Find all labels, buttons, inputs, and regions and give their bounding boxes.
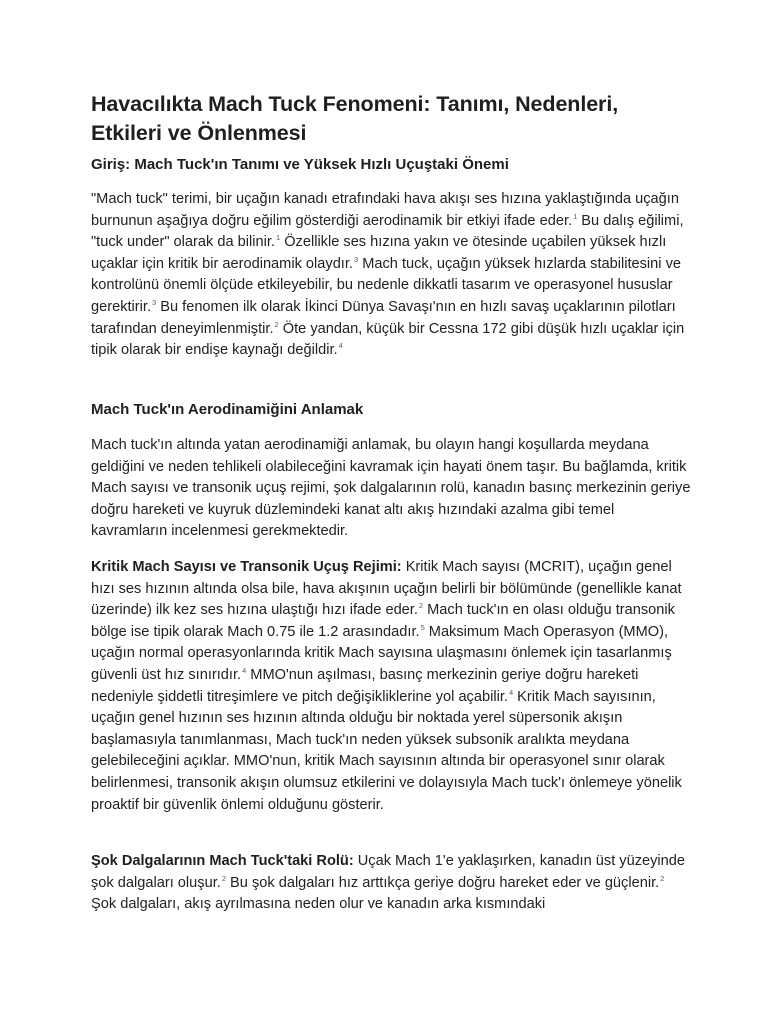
document-content [91,90,691,913]
text-run: Öte yandan, küçük bir Cessna 172 gibi düşük hızlı uçaklar için tipik olarak bir endişe kaynağı değildir. [91,320,685,359]
footnote-ref: 3 [353,254,359,264]
section-heading-intro: Giriş: Mach Tuck'ın Tanımı ve Yüksek Hızlı Uçuştaki Önemi [91,156,509,173]
paragraph-intro [91,189,691,362]
footnote-ref: 1 [573,211,578,221]
footnote-ref: 2 [274,319,279,329]
text-run: Uçak Mach 1'e yaklaşırken, kanadın üst yüzeyinde şok dalgaları oluşur. [91,853,686,891]
text-run: MMO'nun aşılması, basınç merkezinin geriye doğru hareketi nedeniyle şiddetli titreşimlere ve pitch değişikliklerine yol açabilir. [91,666,639,705]
text-run: Bu fenomen ilk olarak İkinci Dünya Savaşı'nın en hızlı savaş uçaklarının pilotları tarafından deneyimlenmiştir. [91,298,676,337]
text-run: Kritik Mach sayısı (MCRIT), uçağın genel hızı ses hızının altında olsa bile, hava akışının uçağın belirli bir bölümünde (genellikle kanat üzerinde) ilk kez ses hızına ulaştığı hızı ifade eder. [91,559,682,619]
paragraph-aerodynamics [91,435,691,543]
paragraph-shock-waves [91,851,691,916]
footnote-ref: 5 [420,622,425,632]
footnote-ref: 2 [221,873,226,883]
paragraph-critical-mach [91,557,691,816]
footnote-ref: 4 [242,666,247,676]
text-run: Bu şok dalgaları hız arttıkça geriye doğru hareket eder ve güçlenir. [225,874,660,891]
text-run: Bu dalış eğilimi, "tuck under" olarak da bilinir. [91,212,684,251]
page-title: Havacılıkta Mach Tuck Fenomeni: Tanımı, Nedenleri, Etkileri ve Önlenmesi [91,92,619,145]
footnote-ref: 2 [418,601,424,611]
paragraph-lead: Kritik Mach Sayısı ve Transonik Uçuş Rejimi: [91,559,402,575]
text-run: Mach tuck, uçağın yüksek hızlarda stabilitesini ve kontrolünü önemli ölçüde etkileyebilir, bu nedenle dikkatli tasarım ve operasyonel hususlar gerektirir. [91,255,681,315]
text-run: Kritik Mach sayısının, uçağın genel hızının ses hızının altında olduğu bir noktada yerel süpersonik akışın başlamasıyla tanımlanması, Mach tuck'ın neden yüksek subsonik aralıkta meydana gelebileceğini açıklar. MMO'nun, kritik Mach sayısının altında bir operasyonel sınır olarak belirlenmesi, transonik akışın olumsuz etkilerini ve dolayısıyla Mach tuck'ı önlemeye yönelik proaktif bir güvenlik önlemi olduğunu gösterir. [91,688,682,813]
text-run: Mach tuck'ın altında yatan aerodinamiği anlamak, bu olayın hangi koşullarda meydana geldiğini ve neden tehlikeli olabileceğini kavramak için hayati önem taşır. Bu bağlamda, kritik Mach sayısı ve transonik uçuş rejimi, şok dalgalarının rolü, kanadın basınç merkezinin geriye doğru hareketi ve kuyruk düzlemindeki kanat altı akış hızındaki azalma gibi temel kavramların incelenmesi gerekmektedir. [91,437,691,540]
text-run: Maksimum Mach Operasyon (MMO), uçağın normal operasyonlarında kritik Mach sayısına ulaşmasını önlemek için tasarlanmış güvenli üst hız sınırıdır. [91,623,672,683]
footnote-ref: 3 [152,298,157,308]
footnote-ref: 4 [338,341,343,351]
paragraph-lead: Şok Dalgalarının Mach Tuck'taki Rolü: [91,853,354,869]
text-run: Şok dalgaları, akış ayrılmasına neden olur ve kanadın arka kısmındaki [91,896,546,913]
section-heading-aerodynamics: Mach Tuck'ın Aerodinamiğini Anlamak [91,401,364,418]
text-run: "Mach tuck" terimi, bir uçağın kanadı etrafındaki hava akışı ses hızına yaklaştığında uçağın burnunun aşağıya doğru eğilim gösterdiği aerodinamik bir etkiyi ifade eder. [91,191,679,229]
text-run: Mach tuck'ın en olası olduğu transonik bölge ise tipik olarak Mach 0.75 ile 1.2 arasındadır. [91,602,675,640]
footnote-ref: 4 [508,687,514,697]
text-run: Özellikle ses hızına yakın ve ötesinde uçabilen yüksek hızlı uçaklar için kritik bir aerodinamik olaydır. [91,234,667,272]
footnote-ref: 2 [660,873,665,883]
footnote-ref: 1 [275,233,281,243]
